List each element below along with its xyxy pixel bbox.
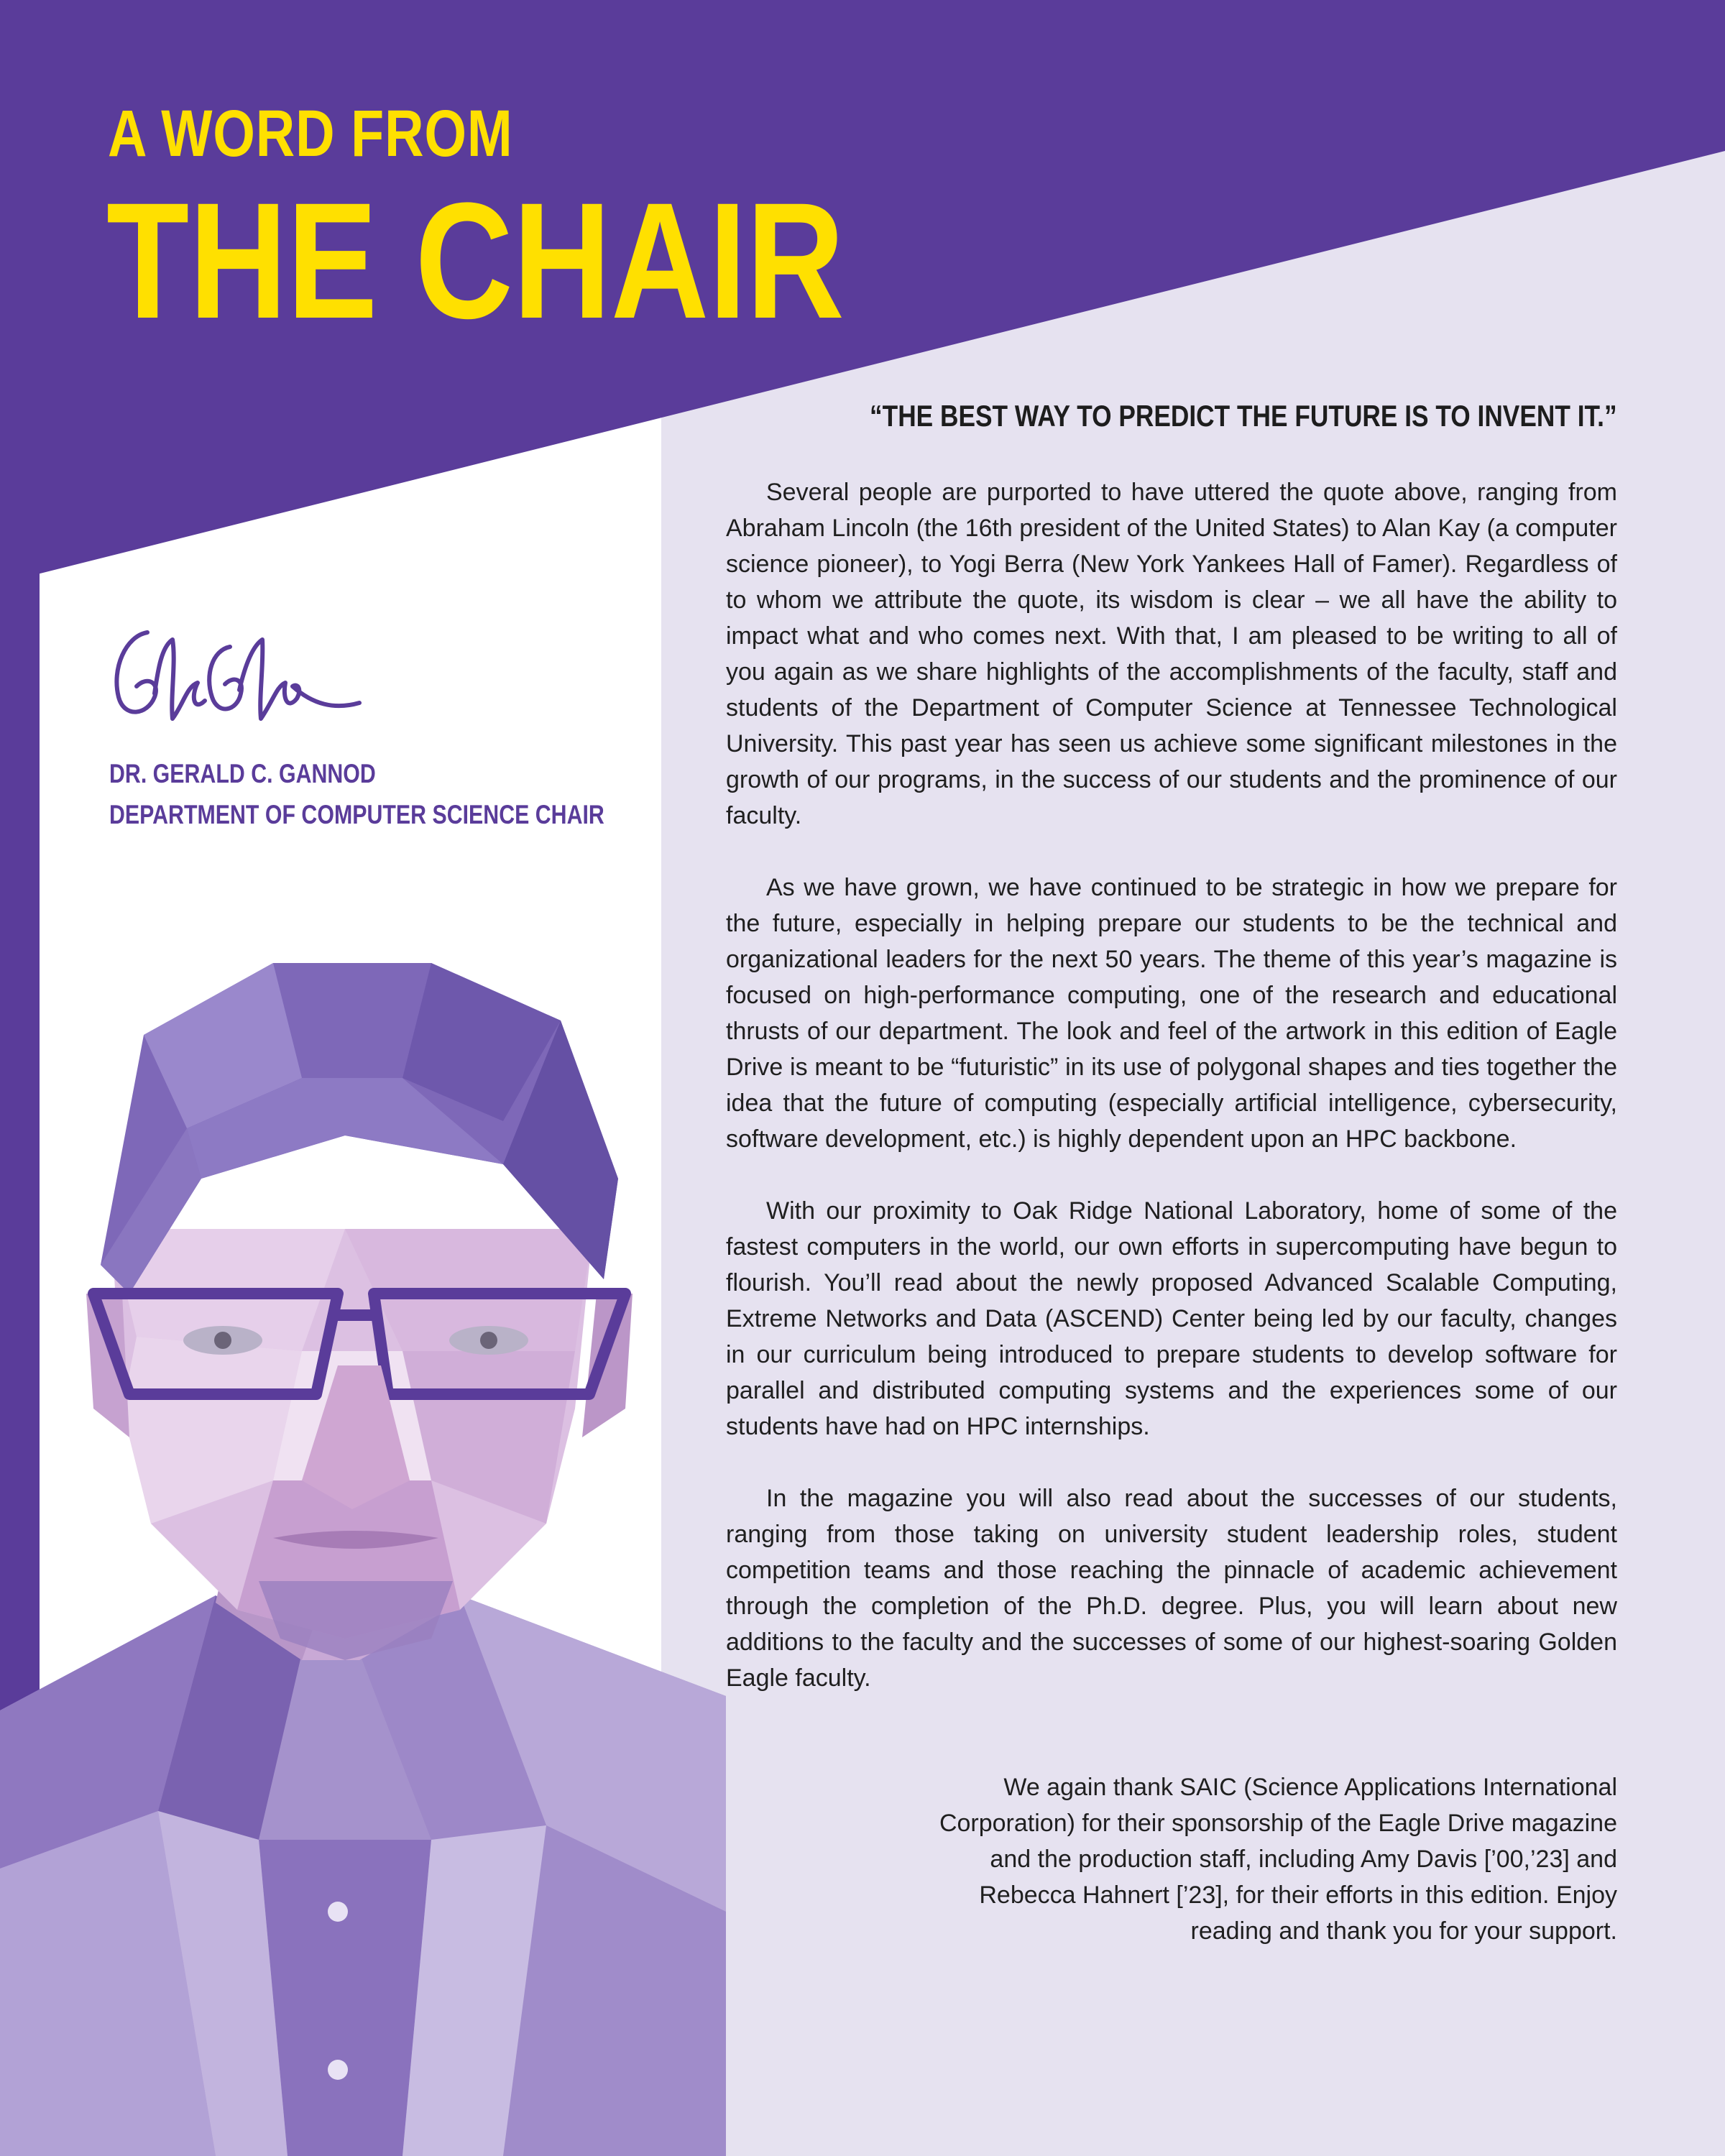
paragraph-3: With our proximity to Oak Ridge National Laboratory, home of some of the fastest computers in the world, our own efforts in supercomputing have begun to flourish. You’ll read about the newly proposed Advanced Scalable Computing, Extreme Networks and Data (ASCEND) Center being led by our faculty, changes in our curriculum being introduced to prepare students to develop software for parallel and distributed computing systems and the experiences some of our students have had on HPC internships.	[726, 1197, 1617, 1440]
pull-quote: “THE BEST WAY TO PREDICT THE FUTURE IS TO INVENT IT.”	[870, 399, 1617, 433]
closing-paragraph: We again thank SAIC (Science Applications International Corporation) for their sponsorship of the Eagle Drive magazine and the production staff, including Amy Davis [’00,’23] and Rebecca Hahnert [’23], for their efforts in this edition. Enjoy reading and thank you for your support.	[939, 1774, 1617, 1945]
polygonal-portrait-illustration	[0, 891, 726, 2156]
handwritten-signature	[104, 618, 363, 733]
signer-name: DR. GERALD C. GANNOD	[109, 759, 376, 788]
paragraph-4: In the magazine you will also read about the successes of our students, ranging from those taking on university student leadership roles, student competition teams and those reaching the pinnacle of academic achievement through the completion of the Ph.D. degree. Plus, you will learn about new additions to the faculty and the successes of some of our highest-soaring Golden Eagle faculty.	[726, 1485, 1617, 1692]
article-body	[726, 474, 1617, 1732]
paragraph-1: Several people are purported to have uttered the quote above, ranging from Abraham Lincoln (the 16th president of the United States) to Alan Kay (a computer science pioneer), to Yogi Berra (New York Yankees Hall of Famer). Regardless of to whom we attribute the quote, its wisdom is clear – we all have the ability to impact what and who comes next. With that, I am pleased to be writing to all of you again as we share highlights of the accomplishments of the faculty, staff and students of the Department of Computer Science at Tennessee Technological University. This past year has seen us achieve some significant milestones in the growth of our programs, in the success of our students and the prominence of our faculty.	[726, 479, 1617, 829]
header-kicker: A WORD FROM	[108, 97, 513, 170]
signer-title: DEPARTMENT OF COMPUTER SCIENCE CHAIR	[109, 800, 604, 829]
page-title: THE CHAIR	[106, 168, 845, 353]
paragraph-2: As we have grown, we have continued to be strategic in how we prepare for the future, especially in helping prepare our students to be the technical and organizational leaders for the next 50 years. The theme of this year’s magazine is focused on high-performance computing, one of the research and educational thrusts of our department. The look and feel of the artwork in this edition of Eagle Drive is meant to be “futuristic” in its use of polygonal shapes and ties together the idea that the future of computing (especially artificial intelligence, cybersecurity, software development, etc.) is highly dependent upon an HPC backbone.	[726, 874, 1617, 1153]
